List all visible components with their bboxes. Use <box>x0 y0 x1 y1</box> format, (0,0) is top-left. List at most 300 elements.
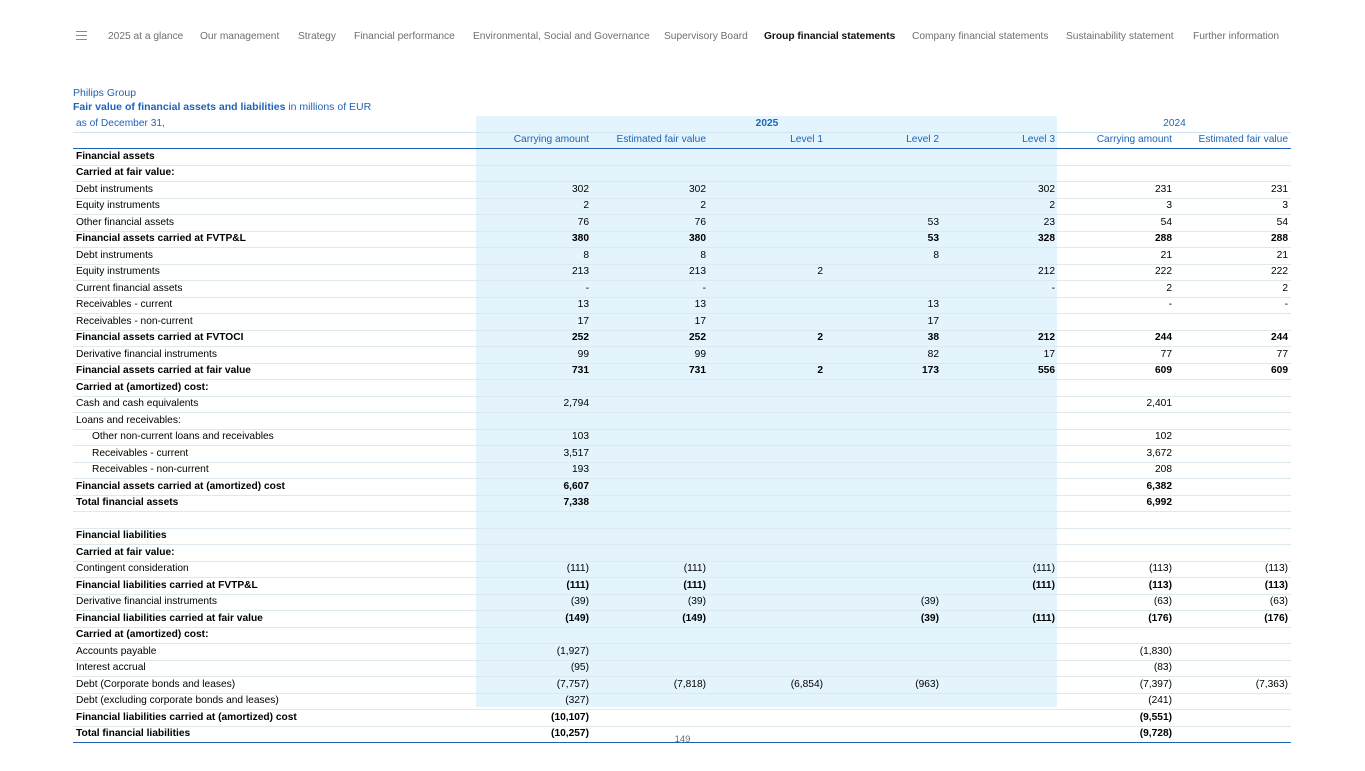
table-cell <box>709 446 826 463</box>
table-row <box>73 347 1291 364</box>
company-name: Philips Group <box>73 87 137 99</box>
table-cell: 231 <box>1058 182 1175 199</box>
table-cell <box>709 578 826 595</box>
table-cell <box>1058 528 1175 545</box>
row-label: Financial liabilities carried at fair value <box>73 611 476 628</box>
table-cell <box>826 429 942 446</box>
row-label: Current financial assets <box>73 281 476 298</box>
table-cell: (7,818) <box>592 677 709 694</box>
table-cell <box>592 380 709 397</box>
table-row <box>73 495 1291 512</box>
table-cell <box>826 512 942 529</box>
table-row <box>73 429 1291 446</box>
table-cell: - <box>1175 297 1291 314</box>
table-cell <box>942 248 1058 265</box>
table-cell: (39) <box>826 594 942 611</box>
row-label: Financial liabilities <box>73 528 476 545</box>
table-row <box>73 264 1291 281</box>
table-cell: 53 <box>826 215 942 232</box>
table-cell: 193 <box>476 462 592 479</box>
table-row <box>73 644 1291 661</box>
table-cell <box>942 462 1058 479</box>
table-cell: 53 <box>826 231 942 248</box>
table-cell <box>476 165 592 182</box>
table-cell <box>592 413 709 430</box>
table-cell: 17 <box>826 314 942 331</box>
table-cell: 302 <box>592 182 709 199</box>
table-cell: (111) <box>476 561 592 578</box>
table-cell: (1,927) <box>476 644 592 661</box>
table-cell <box>592 149 709 166</box>
table-cell: (9,551) <box>1058 710 1175 727</box>
table-cell <box>1175 380 1291 397</box>
table-cell: 2 <box>1058 281 1175 298</box>
table-cell: (113) <box>1175 561 1291 578</box>
table-cell <box>476 149 592 166</box>
table-cell: (111) <box>592 561 709 578</box>
table-cell <box>1175 149 1291 166</box>
row-label: Financial liabilities carried at FVTP&L <box>73 578 476 595</box>
table-cell: (149) <box>476 611 592 628</box>
table-cell <box>826 479 942 496</box>
table-cell: (113) <box>1058 561 1175 578</box>
table-cell <box>709 215 826 232</box>
table-cell: 252 <box>476 330 592 347</box>
table-cell <box>709 462 826 479</box>
table-cell: 3,672 <box>1058 446 1175 463</box>
row-label: Debt instruments <box>73 182 476 199</box>
table-cell: 288 <box>1175 231 1291 248</box>
table-cell: 3 <box>1175 198 1291 215</box>
table-cell <box>826 627 942 644</box>
table-cell: - <box>476 281 592 298</box>
table-cell <box>709 149 826 166</box>
table-cell <box>826 396 942 413</box>
table-cell: (111) <box>942 611 1058 628</box>
table-cell: 328 <box>942 231 1058 248</box>
table-cell: 102 <box>1058 429 1175 446</box>
table-cell <box>1175 495 1291 512</box>
table-row <box>73 215 1291 232</box>
table-cell: (39) <box>476 594 592 611</box>
table-cell: 54 <box>1175 215 1291 232</box>
table-cell <box>1175 627 1291 644</box>
table-cell <box>1175 413 1291 430</box>
nav-item-9[interactable]: Further information <box>1193 31 1280 42</box>
table-cell: 76 <box>476 215 592 232</box>
table-cell <box>709 380 826 397</box>
table-cell: 13 <box>476 297 592 314</box>
table-cell: 2 <box>709 330 826 347</box>
table-cell: 3 <box>1058 198 1175 215</box>
table-cell <box>1175 693 1291 710</box>
row-label: Cash and cash equivalents <box>73 396 476 413</box>
table-cell: (1,830) <box>1058 644 1175 661</box>
table-cell: - <box>592 281 709 298</box>
table-cell: (963) <box>826 677 942 694</box>
table-cell: (7,363) <box>1175 677 1291 694</box>
table-cell <box>942 545 1058 562</box>
table-cell <box>592 165 709 182</box>
table-row <box>73 627 1291 644</box>
table-cell: 213 <box>476 264 592 281</box>
table-row <box>73 330 1291 347</box>
table-cell <box>942 594 1058 611</box>
table-cell <box>1175 165 1291 182</box>
table-row <box>73 528 1291 545</box>
table-cell <box>709 231 826 248</box>
table-cell <box>709 248 826 265</box>
table-cell: (176) <box>1175 611 1291 628</box>
table-cell <box>1058 545 1175 562</box>
table-cell: 212 <box>942 330 1058 347</box>
row-label: Receivables - non-current <box>73 462 476 479</box>
table-cell <box>942 627 1058 644</box>
table-cell: (241) <box>1058 693 1175 710</box>
table-cell <box>942 528 1058 545</box>
table-body <box>73 116 1291 743</box>
table-cell: 77 <box>1058 347 1175 364</box>
table-cell <box>476 528 592 545</box>
table-cell <box>826 693 942 710</box>
table-cell: 17 <box>592 314 709 331</box>
table-cell <box>476 545 592 562</box>
table-cell <box>826 545 942 562</box>
table-cell: 2 <box>709 264 826 281</box>
table-cell <box>826 660 942 677</box>
table-row <box>73 594 1291 611</box>
nav-item-3[interactable]: Financial performance <box>354 31 455 42</box>
table-cell: 2 <box>592 198 709 215</box>
table-cell <box>1175 314 1291 331</box>
row-label: Carried at fair value: <box>73 545 476 562</box>
row-label: Accounts payable <box>73 644 476 661</box>
table-cell <box>942 396 1058 413</box>
table-cell <box>1058 165 1175 182</box>
table-cell: 82 <box>826 347 942 364</box>
column-header: Carrying amount <box>476 132 592 149</box>
table-row <box>73 479 1291 496</box>
table-cell <box>709 479 826 496</box>
row-label: Debt (excluding corporate bonds and leases) <box>73 693 476 710</box>
table-cell: 8 <box>592 248 709 265</box>
table-cell <box>942 149 1058 166</box>
table-cell <box>942 297 1058 314</box>
table-cell: 2 <box>709 363 826 380</box>
table-row <box>73 578 1291 595</box>
table-cell <box>592 396 709 413</box>
row-label: Total financial assets <box>73 495 476 512</box>
table-cell: 77 <box>1175 347 1291 364</box>
row-label: Receivables - current <box>73 446 476 463</box>
table-cell: 222 <box>1175 264 1291 281</box>
table-cell: (113) <box>1175 578 1291 595</box>
table-cell: 8 <box>476 248 592 265</box>
table-row <box>73 512 1291 529</box>
table-cell: 2,794 <box>476 396 592 413</box>
column-header: Level 3 <box>942 132 1058 149</box>
nav-item-5[interactable]: Supervisory Board <box>664 31 748 42</box>
table-cell <box>709 182 826 199</box>
table-cell <box>942 644 1058 661</box>
table-cell <box>709 545 826 562</box>
table-cell <box>942 693 1058 710</box>
table-row <box>73 281 1291 298</box>
table-cell <box>942 413 1058 430</box>
table-cell <box>1175 479 1291 496</box>
table-cell: 731 <box>476 363 592 380</box>
table-cell <box>942 380 1058 397</box>
top-navigation <box>0 0 1365 74</box>
row-label: Debt instruments <box>73 248 476 265</box>
table-cell <box>942 512 1058 529</box>
table-cell <box>709 512 826 529</box>
table-cell <box>1175 512 1291 529</box>
table-cell <box>1058 627 1175 644</box>
table-row <box>73 660 1291 677</box>
year-2024-header: 2024 <box>1058 116 1291 132</box>
table-cell <box>826 198 942 215</box>
table-cell <box>709 429 826 446</box>
table-cell <box>592 446 709 463</box>
row-label: Interest accrual <box>73 660 476 677</box>
table-cell: (6,854) <box>709 677 826 694</box>
table-cell <box>1175 446 1291 463</box>
table-cell: (9,728) <box>1058 726 1175 743</box>
table-row <box>73 165 1291 182</box>
table-cell <box>709 396 826 413</box>
table-cell: 76 <box>592 215 709 232</box>
table-cell <box>942 429 1058 446</box>
table-cell: 609 <box>1175 363 1291 380</box>
table-cell <box>826 380 942 397</box>
table-cell: 13 <box>592 297 709 314</box>
table-cell <box>709 561 826 578</box>
table-row <box>73 363 1291 380</box>
table-cell: 6,607 <box>476 479 592 496</box>
column-header: Estimated fair value <box>592 132 709 149</box>
table-row <box>73 297 1291 314</box>
table-row <box>73 693 1291 710</box>
row-label: Other non-current loans and receivables <box>73 429 476 446</box>
table-cell <box>942 677 1058 694</box>
table-cell <box>826 165 942 182</box>
table-row <box>73 413 1291 430</box>
table-cell: (95) <box>476 660 592 677</box>
table-cell <box>592 627 709 644</box>
table-cell <box>826 561 942 578</box>
table-cell <box>942 710 1058 727</box>
row-label: Contingent consideration <box>73 561 476 578</box>
row-label: Other financial assets <box>73 215 476 232</box>
nav-item-8[interactable]: Sustainability statement <box>1066 31 1174 42</box>
table-cell: (176) <box>1058 611 1175 628</box>
column-header: Level 2 <box>826 132 942 149</box>
row-label: Derivative financial instruments <box>73 347 476 364</box>
table-cell <box>826 182 942 199</box>
table-cell <box>826 281 942 298</box>
row-label: Loans and receivables: <box>73 413 476 430</box>
row-label: Equity instruments <box>73 264 476 281</box>
table-cell <box>826 710 942 727</box>
table-cell: (7,397) <box>1058 677 1175 694</box>
column-header: Carrying amount <box>1058 132 1175 149</box>
table-cell: (63) <box>1058 594 1175 611</box>
table-cell <box>709 644 826 661</box>
table-cell: - <box>942 281 1058 298</box>
table-cell <box>1058 413 1175 430</box>
table-cell <box>709 347 826 364</box>
table-cell: (39) <box>826 611 942 628</box>
table-cell: 6,992 <box>1058 495 1175 512</box>
table-cell <box>1175 528 1291 545</box>
table-cell <box>1058 149 1175 166</box>
table-cell <box>592 545 709 562</box>
page-number: 149 <box>674 734 691 745</box>
nav-item-1[interactable]: Our management <box>200 31 280 42</box>
table-title-unit: in millions of EUR <box>285 101 372 113</box>
table-cell <box>826 528 942 545</box>
row-label: Financial assets carried at (amortized) cost <box>73 479 476 496</box>
table-title-block <box>73 86 371 114</box>
table-cell: 212 <box>942 264 1058 281</box>
table-row <box>73 545 1291 562</box>
table-cell <box>709 281 826 298</box>
table-cell <box>709 594 826 611</box>
table-cell: 7,338 <box>476 495 592 512</box>
table-row <box>73 462 1291 479</box>
table-cell <box>1175 660 1291 677</box>
table-row <box>73 198 1291 215</box>
table-cell <box>826 495 942 512</box>
table-row <box>73 710 1291 727</box>
table-cell: (111) <box>476 578 592 595</box>
as-of-label: as of December 31, <box>73 116 476 132</box>
table-cell: 244 <box>1058 330 1175 347</box>
table-cell: (39) <box>592 594 709 611</box>
table-cell: 222 <box>1058 264 1175 281</box>
table-cell: 23 <box>942 215 1058 232</box>
table-cell <box>942 446 1058 463</box>
table-cell: 173 <box>826 363 942 380</box>
table-cell: (111) <box>942 561 1058 578</box>
hamburger-menu-icon[interactable] <box>76 31 87 42</box>
table-cell: 731 <box>592 363 709 380</box>
year-2025-header: 2025 <box>476 116 1058 132</box>
table-cell <box>1175 429 1291 446</box>
column-header: Estimated fair value <box>1175 132 1291 149</box>
table-cell <box>1175 644 1291 661</box>
table-cell <box>709 660 826 677</box>
table-cell <box>1058 380 1175 397</box>
table-cell <box>1175 545 1291 562</box>
table-cell <box>709 710 826 727</box>
row-label: Financial assets carried at FVTP&L <box>73 231 476 248</box>
table-row <box>73 677 1291 694</box>
nav-item-6[interactable]: Group financial statements <box>764 31 896 42</box>
nav-item-2[interactable]: Strategy <box>298 31 336 42</box>
table-cell: 556 <box>942 363 1058 380</box>
table-cell <box>826 462 942 479</box>
nav-item-0[interactable]: 2025 at a glance <box>108 31 184 42</box>
table-cell <box>826 264 942 281</box>
table-cell: (111) <box>592 578 709 595</box>
table-cell <box>942 660 1058 677</box>
table-cell: 213 <box>592 264 709 281</box>
table-cell: 302 <box>476 182 592 199</box>
column-header-empty <box>73 132 476 149</box>
table-cell: (113) <box>1058 578 1175 595</box>
table-cell <box>826 149 942 166</box>
table-cell <box>709 165 826 182</box>
table-cell: 380 <box>476 231 592 248</box>
table-cell <box>476 512 592 529</box>
table-cell <box>709 528 826 545</box>
table-cell <box>826 446 942 463</box>
table-cell: 103 <box>476 429 592 446</box>
table-cell: 17 <box>476 314 592 331</box>
table-cell: 2 <box>942 198 1058 215</box>
table-cell: 99 <box>592 347 709 364</box>
table-cell <box>942 165 1058 182</box>
table-cell: (327) <box>476 693 592 710</box>
table-cell: 2 <box>476 198 592 215</box>
table-cell <box>1175 396 1291 413</box>
table-cell: (149) <box>592 611 709 628</box>
table-cell <box>476 413 592 430</box>
table-cell: - <box>1058 297 1175 314</box>
table-cell: 21 <box>1175 248 1291 265</box>
table-cell <box>592 660 709 677</box>
table-cell: 17 <box>942 347 1058 364</box>
table-cell: 3,517 <box>476 446 592 463</box>
table-cell <box>476 380 592 397</box>
row-label: Equity instruments <box>73 198 476 215</box>
nav-item-4[interactable]: Environmental, Social and Governance <box>473 31 650 42</box>
table-cell <box>592 693 709 710</box>
table-cell <box>709 611 826 628</box>
header-row-years <box>73 116 1291 132</box>
row-label: Receivables - non-current <box>73 314 476 331</box>
table-cell <box>709 198 826 215</box>
table-cell <box>826 578 942 595</box>
table-cell <box>1175 710 1291 727</box>
row-label: Financial assets <box>73 149 476 166</box>
table-cell <box>1175 462 1291 479</box>
row-label <box>73 512 476 529</box>
table-cell <box>942 479 1058 496</box>
table-cell <box>709 693 826 710</box>
table-cell: 6,382 <box>1058 479 1175 496</box>
row-label: Debt (Corporate bonds and leases) <box>73 677 476 694</box>
table-cell <box>592 429 709 446</box>
table-cell: (10,257) <box>476 726 592 743</box>
fair-value-table <box>73 116 1291 743</box>
table-cell: 99 <box>476 347 592 364</box>
table-cell: (7,757) <box>476 677 592 694</box>
table-row <box>73 611 1291 628</box>
table-cell <box>826 644 942 661</box>
row-label: Derivative financial instruments <box>73 594 476 611</box>
table-row <box>73 380 1291 397</box>
table-cell <box>709 413 826 430</box>
table-cell: 231 <box>1175 182 1291 199</box>
table-cell <box>942 495 1058 512</box>
nav-item-7[interactable]: Company financial statements <box>912 31 1049 42</box>
table-cell <box>709 627 826 644</box>
table-cell <box>709 495 826 512</box>
table-row <box>73 231 1291 248</box>
